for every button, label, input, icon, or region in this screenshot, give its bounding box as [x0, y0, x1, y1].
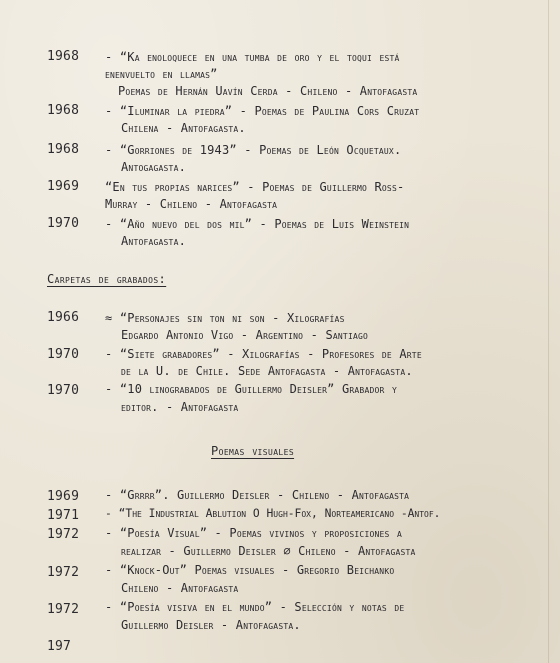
page-number: 197: [47, 639, 72, 654]
entry-text: - “The Industrial Ablution O Hugh-Fox, Norteamericano -Antof.: [105, 507, 441, 520]
entry-text: - “Ka enoloquece en una tumba de oro y el toqui está: [105, 50, 400, 64]
entry-year: 1970: [47, 383, 80, 398]
entry-text: Antogagasta.: [121, 160, 187, 174]
entry-year: 1969: [47, 489, 80, 504]
entry-year: 1968: [47, 103, 80, 118]
entry-year: 1970: [47, 216, 80, 231]
entry-text: - “Poesía Visual” - Poemas vivinos y proposiciones a: [105, 526, 402, 540]
entry-text: Chileno - Antofagasta: [121, 581, 239, 595]
entry-text: enenvuelto en llamas”: [105, 67, 218, 81]
entry-text: Chilena - Antofagasta.: [121, 121, 246, 135]
entry-text: Poemas de Hernán Uavín Cerda - Chileno - Antofagasta: [118, 84, 418, 98]
entry-year: 1971: [47, 508, 80, 523]
entry-text: - “Siete grabadores” - Xilografías - Profesores de Arte: [105, 347, 422, 361]
entry-text: Guillermo Deisler - Antofagasta.: [121, 618, 301, 632]
entry-text: Edgardo Antonio Vigo - Argentino - Santiago: [121, 328, 369, 342]
entry-year: 1968: [47, 49, 80, 64]
entry-text: ≈ “Personajes sin ton ni son - Xilografías: [105, 311, 345, 325]
entry-text: - “Grrrr”. Guillermo Deisler - Chileno - Antofagasta: [105, 488, 410, 502]
entry-year: 1968: [47, 142, 80, 157]
entry-year: 1972: [47, 602, 80, 617]
section-heading-carpetas: Carpetas de grabados:: [47, 272, 167, 286]
entry-text: - “Año nuevo del dos mil” - Poemas de Luis Weinstein: [105, 217, 410, 231]
entry-year: 1966: [47, 310, 80, 325]
entry-year: 1970: [47, 347, 80, 362]
entry-text: - “Iluminar la piedra” - Poemas de Paulina Cors Cruzat: [105, 104, 420, 118]
entry-text: realizar - Guillermo Deisler ∅ Chileno - Antofagasta: [121, 544, 416, 558]
entry-year: 1972: [47, 527, 80, 542]
entry-text: Murray - Chileno - Antofagasta: [105, 197, 278, 211]
entry-text: - “Poesía visiva en el mundo” - Selección y notas de: [105, 600, 405, 614]
entry-text: editor. - Antofagasta: [121, 400, 239, 414]
entry-year: 1972: [47, 565, 80, 580]
section-heading-poemas-visuales: Poemas visuales: [211, 444, 295, 458]
entry-text: “En tus propias narices” - Poemas de Guillermo Ross-: [105, 180, 405, 194]
paper-fold-line: [548, 0, 549, 663]
entry-text: - “Knock-Out” Poemas visuales - Gregorio Beichanko: [105, 563, 395, 577]
entry-text: - “10 linograbados de Guillermo Deisler” Grabador y: [105, 382, 397, 396]
entry-text: Antofagasta.: [121, 234, 187, 248]
entry-text: - “Gorriones de 1943” - Poemas de León Ocquetaux.: [105, 143, 402, 157]
entry-year: 1969: [47, 179, 80, 194]
entry-text: de la U. de Chile. Sede Antofagasta - Antofagasta.: [121, 364, 413, 378]
